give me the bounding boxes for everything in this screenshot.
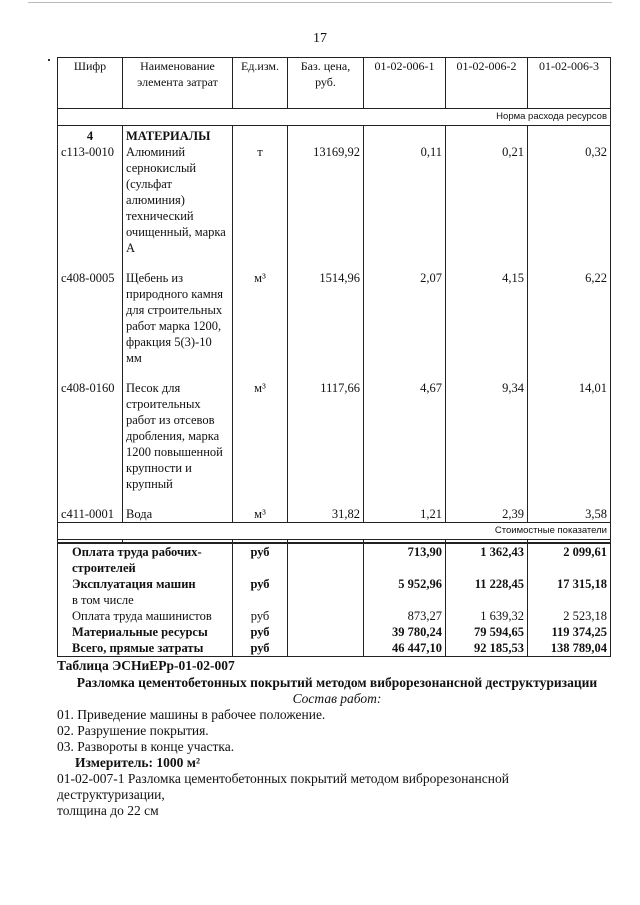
- table2-desc-line: 01-02-007-1 Разломка цементобетонных покрытий методом виброрезонансной деструктуризации,: [57, 771, 509, 802]
- header-col2: 01-02-006-2: [446, 58, 528, 109]
- material-unit: м³: [233, 506, 288, 523]
- table2-caption: Таблица ЭСНиЕРр-01-02-007: [57, 658, 235, 673]
- norm-row: [58, 109, 611, 126]
- cost-row-labor: [58, 543, 611, 576]
- work-item: 01. Приведение машины в рабочее положение.: [57, 707, 326, 722]
- table2-subtitle: Разломка цементобетонных покрытий методом виброрезонансной деструктуризации: [76, 675, 598, 690]
- cost-label-row: [58, 523, 611, 540]
- cost-v1: 713,90: [364, 543, 446, 576]
- cost-v2: 11 228,45: [446, 576, 528, 608]
- cost-v1: 873,27: [364, 608, 446, 624]
- material-name: Алюминий сернокислый (сульфат алюминия) технический очищенный, марка А: [123, 144, 233, 256]
- table2-meter: Измеритель: 1000 м²: [75, 755, 201, 770]
- material-name: Щебень из природного камня для строительных работ марка 1200, фракция 5(3)-10 мм: [123, 270, 233, 366]
- cost-v3: 2 099,61: [528, 543, 611, 576]
- material-name: Песок для строительных работ из отсевов дробления, марка 1200 повышенной крупности и крупный: [123, 380, 233, 492]
- header-col3: 01-02-006-3: [528, 58, 611, 109]
- cost-v1: 39 780,24: [364, 624, 446, 640]
- cost-row-machines: [58, 576, 611, 608]
- page-number: 17: [313, 31, 327, 46]
- scan-dot: [48, 59, 50, 61]
- material-code: с408-0160: [58, 380, 123, 492]
- material-v1: 2,07: [364, 270, 446, 366]
- work-item: 02. Разрушение покрытия.: [57, 723, 209, 738]
- table2-sostav: Состав работ:: [292, 691, 382, 706]
- header-name: Наименование элемента затрат: [123, 58, 233, 109]
- table-row: [58, 380, 611, 492]
- table2-desc-line: толщина до 22 см: [57, 803, 159, 818]
- material-v2: 0,21: [446, 144, 528, 256]
- material-price: 13169,92: [288, 144, 364, 256]
- cost-name: Оплата труда машинистов: [58, 608, 233, 624]
- cost-v3: 138 789,04: [528, 640, 611, 657]
- table2-intro: [57, 658, 617, 819]
- cost-v2: 79 594,65: [446, 624, 528, 640]
- material-v3: 0,32: [528, 144, 611, 256]
- cost-unit: руб: [233, 576, 288, 608]
- section-title: МАТЕРИАЛЫ: [123, 128, 233, 144]
- table-row: [58, 270, 611, 366]
- cost-name: Всего, прямые затраты: [58, 640, 233, 657]
- cost-row-total: [58, 640, 611, 657]
- header-unit: Ед.изм.: [233, 58, 288, 109]
- norm-label: Норма расхода ресурсов: [58, 109, 611, 126]
- cost-unit: руб: [233, 608, 288, 624]
- cost-v3: 2 523,18: [528, 608, 611, 624]
- cost-row-materials: [58, 624, 611, 640]
- table-row: [58, 506, 611, 523]
- scan-edge-line: [28, 2, 612, 3]
- material-unit: т: [233, 144, 288, 256]
- cost-row-machinist: [58, 608, 611, 624]
- cost-name: Оплата труда рабочих- строителей: [58, 543, 233, 576]
- material-code: с411-0001: [58, 506, 123, 523]
- material-price: 31,82: [288, 506, 364, 523]
- material-v1: 1,21: [364, 506, 446, 523]
- material-price: 1117,66: [288, 380, 364, 492]
- material-v3: 14,01: [528, 380, 611, 492]
- material-v2: 4,15: [446, 270, 528, 366]
- cost-v2: 1 639,32: [446, 608, 528, 624]
- material-v1: 0,11: [364, 144, 446, 256]
- cost-v3: 119 374,25: [528, 624, 611, 640]
- material-unit: м³: [233, 380, 288, 492]
- material-v1: 4,67: [364, 380, 446, 492]
- cost-name: Материальные ресурсы: [58, 624, 233, 640]
- cost-name: Эксплуатация машин в том числе: [58, 576, 233, 608]
- resource-table: [57, 57, 611, 657]
- cost-v3: 17 315,18: [528, 576, 611, 608]
- material-v3: 3,58: [528, 506, 611, 523]
- section-number: 4: [58, 128, 123, 144]
- section-row: [58, 128, 611, 144]
- header-price: Баз. цена, руб.: [288, 58, 364, 109]
- cost-unit: руб: [233, 624, 288, 640]
- header-col1: 01-02-006-1: [364, 58, 446, 109]
- cost-label: Стоимостные показатели: [58, 523, 611, 540]
- material-v2: 9,34: [446, 380, 528, 492]
- cost-v1: 46 447,10: [364, 640, 446, 657]
- table-row: [58, 144, 611, 256]
- work-item: 03. Развороты в конце участка.: [57, 739, 235, 754]
- material-name: Вода: [123, 506, 233, 523]
- material-unit: м³: [233, 270, 288, 366]
- material-code: с113-0010: [58, 144, 123, 256]
- header-code: Шифр: [58, 58, 123, 109]
- material-price: 1514,96: [288, 270, 364, 366]
- material-v2: 2,39: [446, 506, 528, 523]
- cost-v2: 92 185,53: [446, 640, 528, 657]
- material-v3: 6,22: [528, 270, 611, 366]
- cost-v1: 5 952,96: [364, 576, 446, 608]
- table-header-row: [58, 58, 611, 109]
- cost-unit: руб: [233, 640, 288, 657]
- cost-v2: 1 362,43: [446, 543, 528, 576]
- material-code: с408-0005: [58, 270, 123, 366]
- cost-unit: руб: [233, 543, 288, 576]
